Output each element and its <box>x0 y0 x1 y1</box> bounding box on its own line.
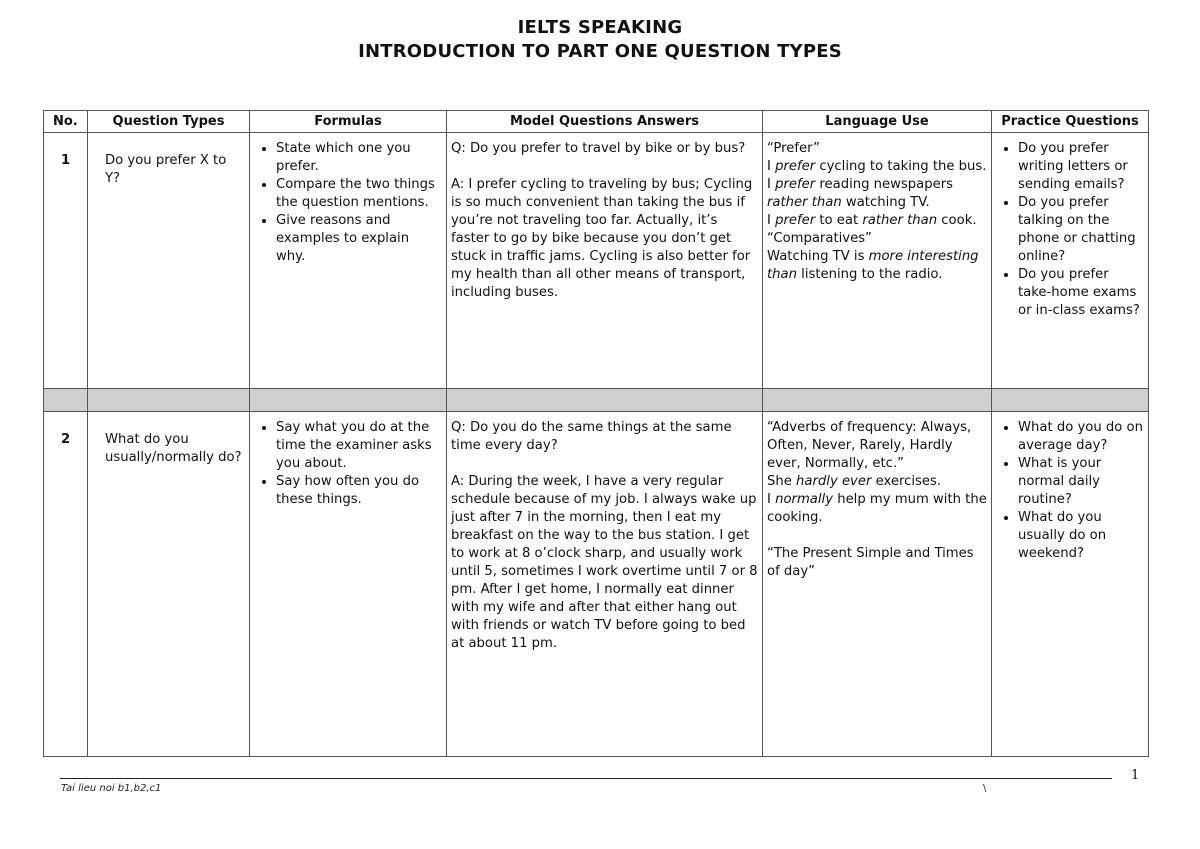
formulas-cell <box>250 412 447 757</box>
practice-list <box>996 419 1144 563</box>
formulas-cell <box>250 133 447 389</box>
formulas-list <box>254 419 442 509</box>
model-question: Q: Do you prefer to travel by bike or by bus? <box>451 141 746 156</box>
model-answer: A: During the week, I have a very regular schedule because of my job. I always wake up just after 7 in the morning, then I eat my breakfast on the way to the bus station. I get to work at 8 o’clock sharp, and usually work until 5, sometimes I work overtime until 7 or 8 pm. After I get home, I normally eat dinner with my wife and after that either hang out with friends or watch TV before going to bed at about 11 pm. <box>451 474 758 651</box>
question-type-text: What do you usually/normally do? <box>105 432 242 465</box>
practice-questions-cell <box>992 133 1149 389</box>
list-item: • Compare the two things the question mentions. <box>276 176 442 212</box>
language-heading: “Comparatives” <box>767 231 872 246</box>
language-example: I prefer reading newspapers rather than watching TV. <box>767 177 954 210</box>
list-item: • What do you usually do on weekend? <box>1018 509 1144 563</box>
language-example: She hardly ever exercises. <box>767 474 942 489</box>
list-item: • State which one you prefer. <box>276 140 442 176</box>
footer-rule <box>60 778 1112 779</box>
row-number-cell <box>44 133 88 389</box>
column-header-formulas: Formulas <box>250 111 447 133</box>
footer-mark: \ <box>983 783 987 794</box>
question-type-cell <box>88 133 250 389</box>
table-row <box>44 412 1149 757</box>
document-subtitle: INTRODUCTION TO PART ONE QUESTION TYPES <box>358 41 842 62</box>
question-type-text: Do you prefer X to Y? <box>105 153 227 186</box>
list-item: • Say what you do at the time the examiner asks you about. <box>276 419 442 473</box>
language-example: I prefer cycling to taking the bus. <box>767 159 987 174</box>
separator-row <box>44 389 1149 412</box>
row-number: 2 <box>61 432 71 447</box>
formulas-list <box>254 140 442 266</box>
table-row <box>44 133 1149 389</box>
model-answer: A: I prefer cycling to traveling by bus; Cycling is so much convenient than taking the bus if you’re not traveling too far. Actually, it’s faster to go by bike because you don’t get stuck in traffic jams. Cycling is also better for my health than all other means of transport, including buses. <box>451 177 753 300</box>
practice-list <box>996 140 1144 320</box>
language-example: I normally help my mum with the cooking. <box>767 492 987 525</box>
language-example: Watching TV is more interesting than listening to the radio. <box>767 249 979 282</box>
column-header-practice-questions: Practice Questions <box>992 111 1149 133</box>
footer-note: Tai lieu noi b1,b2,c1 <box>61 783 162 794</box>
language-heading: “Prefer” <box>767 141 820 156</box>
list-item: • What is your normal daily routine? <box>1018 455 1144 509</box>
list-item: • Do you prefer talking on the phone or chatting online? <box>1018 194 1144 266</box>
list-item: • Do you prefer writing letters or sending emails? <box>1018 140 1144 194</box>
question-types-table <box>43 110 1149 757</box>
model-answer-cell <box>447 133 763 389</box>
language-heading: “Adverbs of frequency: Always, Often, Never, Rarely, Hardly ever, Normally, etc.” <box>767 420 972 471</box>
list-item: • Give reasons and examples to explain why. <box>276 212 442 266</box>
model-answer-cell <box>447 412 763 757</box>
list-item: • Say how often you do these things. <box>276 473 442 509</box>
question-type-cell <box>88 412 250 757</box>
column-header-model-answers: Model Questions Answers <box>447 111 763 133</box>
row-number: 1 <box>61 153 71 168</box>
model-question: Q: Do you do the same things at the same time every day? <box>451 420 732 453</box>
row-number-cell <box>44 412 88 757</box>
column-header-question-types: Question Types <box>88 111 250 133</box>
page-number: 1 <box>1131 768 1140 783</box>
language-example: I prefer to eat rather than cook. <box>767 213 977 228</box>
list-item: • What do you do on average day? <box>1018 419 1144 455</box>
practice-questions-cell <box>992 412 1149 757</box>
list-item: • Do you prefer take-home exams or in-class exams? <box>1018 266 1144 320</box>
language-heading: “The Present Simple and Times of day” <box>767 546 974 579</box>
language-use-cell <box>763 133 992 389</box>
column-header-language-use: Language Use <box>763 111 992 133</box>
table-header-row <box>44 111 1149 133</box>
document-title: IELTS SPEAKING <box>517 17 683 38</box>
column-header-no: No. <box>44 111 88 133</box>
language-use-cell <box>763 412 992 757</box>
